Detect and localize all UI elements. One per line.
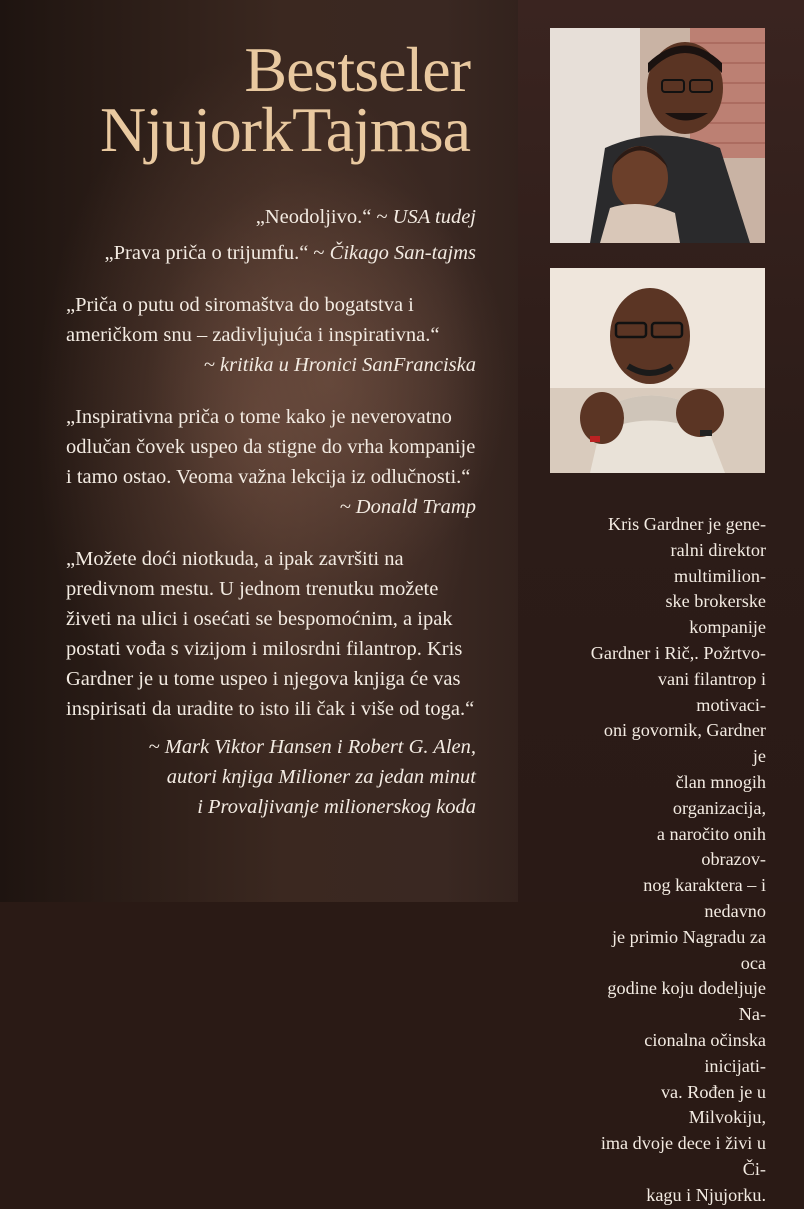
bio-line: cionalna očinska inicijati- xyxy=(644,1029,766,1076)
source-line: i Provaljivanje milionerskog koda xyxy=(197,796,476,818)
quote-line: „Priča o putu od siromaštva do bogatstva i xyxy=(66,294,414,316)
author-photo-with-child xyxy=(550,28,765,243)
author-photo-speaking xyxy=(550,268,765,473)
title-line-1: Bestseler xyxy=(244,34,470,105)
bio-line: oni govornik, Gardner je xyxy=(603,720,766,767)
quote-line: „Inspirativna priča o tome kako je neverovatno xyxy=(66,406,452,428)
source-line: autori knjiga Milioner za jedan minut xyxy=(166,766,476,788)
quote-line: živeti na ulici i osećati se bespomoćnim, a ipak xyxy=(66,608,453,630)
bio-line: va. Rođen je u Milvokiju, xyxy=(660,1081,766,1128)
bio-line: ima dvoje dece i živi u Či- xyxy=(600,1133,766,1179)
bio-line: nog karaktera – i nedavno xyxy=(643,875,766,921)
bio-line: Gardner i Rič,. Požrtvo- xyxy=(590,642,766,663)
quote-5 xyxy=(66,544,476,724)
quote-line: inspirisati da uradite to isto ili čak i više od toga.“ xyxy=(66,698,475,720)
bio-line: ralni direktor multimilion- xyxy=(670,539,766,586)
quote-source xyxy=(66,732,476,822)
quote-line: „Možete doći niotkuda, a ipak završiti na xyxy=(66,548,404,570)
quote-line: odlučan čovek uspeo da stigne do vrha kompanije xyxy=(66,436,476,458)
author-bio xyxy=(548,512,766,1209)
quote-text: „Neodoljivo.“ ~ xyxy=(255,206,393,228)
bio-line: Kris Gardner je gene- xyxy=(607,514,766,534)
bio-line: a naročito onih obrazov- xyxy=(656,823,766,870)
bio-line: član mnogih organizacija, xyxy=(672,771,766,818)
quote-source: ~ kritika u Hronici SanFranciska xyxy=(203,354,476,376)
source-line: ~ Mark Viktor Hansen i Robert G. Alen, xyxy=(148,736,476,758)
quote-text: „Prava priča o trijumfu.“ ~ xyxy=(104,242,330,264)
quote-source: ~ Donald Tramp xyxy=(339,496,476,518)
bio-line: godine koju dodeljuje Na- xyxy=(607,978,766,1025)
quote-4 xyxy=(66,402,476,492)
bio-line: je primio Nagradu za oca xyxy=(611,926,766,973)
quote-3 xyxy=(66,290,476,350)
bio-line: kagu i Njujorku. xyxy=(646,1184,766,1205)
quote-2 xyxy=(66,238,476,268)
quote-line: i tamo ostao. Veoma važna lekcija iz odlučnosti.“ xyxy=(66,466,471,488)
review-quotes xyxy=(66,202,476,822)
quote-source: Čikago San-tajms xyxy=(329,242,476,264)
quote-line: američkom snu – zadivljujuća i inspirativna.“ xyxy=(66,324,440,346)
title-line-2: NjujorkTajmsa xyxy=(100,94,470,165)
quote-line: predivnom mestu. U jednom trenutku možete xyxy=(66,578,439,600)
quote-line: Gardner je u tome uspeo i njegova knjiga će vas xyxy=(66,668,461,690)
quote-1 xyxy=(66,202,476,232)
bio-line: vani filantrop i motivaci- xyxy=(657,668,766,715)
quote-source: USA tudej xyxy=(392,206,476,228)
quote-line: postati vođa s vizijom i milosrdni filantrop. Kris xyxy=(66,638,463,660)
bio-line: ske brokerske kompanije xyxy=(665,591,766,638)
cover-title xyxy=(0,34,470,165)
